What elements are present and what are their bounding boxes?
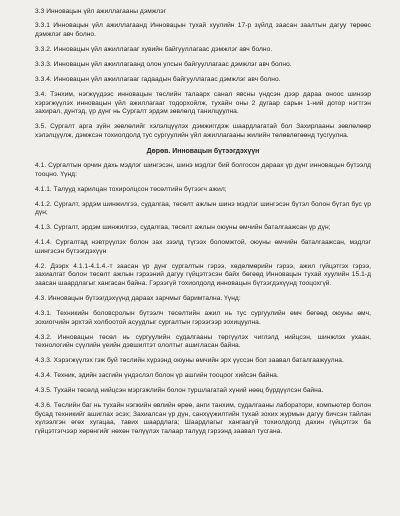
paragraph-4-3-5: 4.3.5. Тухайн төсөлд нийцсэн мэргэжлийн болон туршлагатай хүний нөөц бүрдүүлсэн байна. bbox=[35, 387, 324, 395]
paragraph-4-3-1: 4.3.1. Техникийн боловсролын бүтээлч төсөлтийн ажил нь тус сургуулийн өмч бөгөөд оюуны өмч, зохиогчийн эрхтэй холбоотой асуудлыг сургалтын гэрээгээр зохицуулна. bbox=[35, 309, 371, 326]
paragraph-4-1-1: 4.1.1. Талууд харилцан тохиролцсон төсөлтийн бүтээгч ажил; bbox=[35, 185, 227, 193]
paragraph-4-3-4: 4.3.4. Техник, эдийн засгийн үндэслэл болон үр ашгийн тооцоог хийсэн байна. bbox=[35, 372, 279, 380]
paragraph-4-3-3: 4.3.3. Хэрэгжүүлэх гэж буй төслийн хүрээнд оюуны өмчийн эрх үүссэн бол заавал баталгаажуулна. bbox=[35, 357, 344, 365]
paragraph-4-1-2: 4.1.2. Сургалт, эрдэм шинжилгээ, судалгаа, төсөлт ажлын шинэ мэдлэг шингэсэн бүтэл болон бүтэл бус үр дүн; bbox=[35, 200, 371, 217]
paragraph-4-1-3: 4.1.3. Сургалт, эрдэм шинжилгээ, судалгаа, төсөлт ажлын оюуны өмчийн баталгаажсан үр дүн; bbox=[35, 224, 331, 232]
paragraph-4-3-2: 4.3.2. Инновацын төсөл нь сургуулийн судалгааны төргүүлэх чиглэлд нийцсэн, шинжлэх ухаан, технологийн сүүлийн үеийн дэвшилтэт ололтыг ашигласан байна. bbox=[35, 333, 371, 350]
chapter-heading-4: Дөрөв. Инновацын бүтээгдэхүүн bbox=[146, 147, 260, 155]
paragraph-3-5: 3.5. Сургалт арга зүйн зөвлөлийг хэлэлцүүлэх дэмжиггдэж шаардлагатай бол Захирлааны зөвлөлөөр хэлэлцүүлж, дэмжсэн тохиолдолд тус сургуулийн үйл ажиллагааны жилийн төлөвлөгөөнд тусгуулна. bbox=[35, 123, 371, 139]
paragraph-3-3-3: 3.3.3. Инновацын үйл ажиллагаанд олон улсын байгууллагаас дэмжлэг авч болно. bbox=[35, 60, 292, 68]
paragraph-4-2: 4.2. Дээрх 4.1.1-4.1.4.-т заасан үр дүнг сургалтын гэрээ, хөдөлмөрийн гэрээ, ажил гүйцэтгэх гэрээ, захиалгат болон төсөлт ажлын гэрээний дагуу гүйцэтгэсэн байх бөгөөд Инновацын тухай хуулийн 15.1-д заасан шаардлагыг хангасан байна. Гэрээгүй тохиолдолд инновацын бүтээгдэхүүнд тооцохгүй. bbox=[35, 262, 371, 287]
paragraph-4-3-6: 4.3.6. Төслийн баг нь тухайн нэгжийн өвлийн өрөө, анги танхим, судалгааны лаборатори, компьютер болон бусад техникийг ашиглах эсэх; Захиалсан үр дүн, санхүүжилтийн тухай зохих журмын дагуу бичсэн тайлан хүлээлгэн өгөх хугацаа, тавих шаардлага; Шаардлагыг хангаагүй тохиолдолд дахин гүйцэтгэх ба гүйцэтгэгчээр хөрөнгийг нөхөн төлүүлэх талаар талууд гэрээнд заавал тусгана. bbox=[35, 402, 371, 435]
paragraph-3-4: 3.4. Тэнхим, нэгжүүдээс инновацын төслийн талаарх санал явсны үндсэн дээр дараа оноос шинээр хэрэгжүүлэх инновацын үйл ажиллагааг тодорхойлж, тухайн оны 2 дугаар сарын 1-ний дотор нэгтгэн захирал, дунтэд, үр дүнг нь Сургалт эрдэм зөвлөлд танилцуулна. bbox=[35, 90, 371, 116]
paragraph-3-3-4: 3.3.4. Инновацын үйл ажиллагааг гадаадын байгууллагаас дэмжлэг авч болно. bbox=[35, 75, 281, 83]
paragraph-4-3: 4.3. Инновацын бүтээгдэхүүнд дараах зарчмыг баримтална. Үүнд: bbox=[35, 294, 241, 302]
section-heading-3-3: 3.3 Инновацын үйл ажиллагааны дэмжлэг bbox=[35, 8, 167, 15]
paragraph-3-3-2: 3.3.2. Инновацын үйл ажиллагааг хувийн байгууллагаас дэмжлэг авч болно. bbox=[35, 45, 273, 53]
paragraph-3-3-1: 3.3.1 Инновацын үйл ажиллагаанд Инновацын тухай хуулийн 17-р зүйлд заасан заалтын дагуу төрөөс дэмжлэг авч болно. bbox=[35, 22, 371, 38]
paragraph-4-1: 4.1. Сургалтын орчин дахь мэдлэг шингэсэн, шинэ мэдлэг бий болгосон дараах үр дүнг инновацын бүтээлд тооцно. Үүнд: bbox=[35, 162, 371, 178]
paragraph-4-1-4: 4.1.4. Сургалтад нэвтрүүлэх болон зах зээлд түгээх боломжтой, оюуны өмчийн баталгаажсан, мэдлэг шингэсэн бүтээгдэхүүн bbox=[35, 239, 371, 255]
